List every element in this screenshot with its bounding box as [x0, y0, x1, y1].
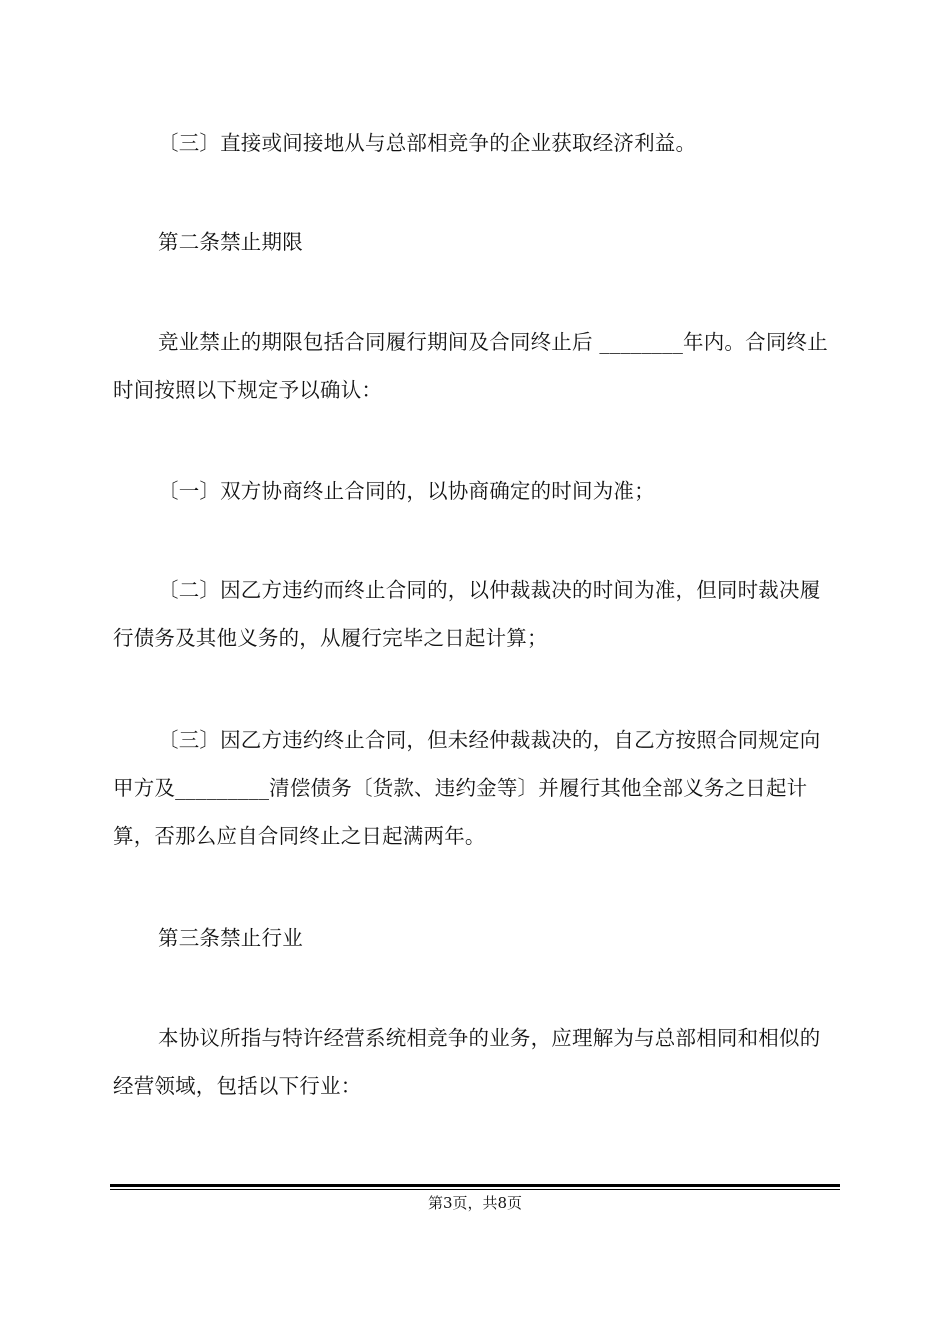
paragraph-item-1-mutual-termination: 〔一〕双方协商终止合同的，以协商确定的时间为准； — [158, 479, 655, 503]
page-number-footer: 第3页，共8页 — [427, 1194, 523, 1212]
footer-divider-thin — [110, 1189, 840, 1190]
paragraph-item-3-no-arbitration: 〔三〕因乙方违约终止合同，但未经仲裁裁决的，自乙方按照合同规定向甲方及_________清偿债务〔货款、违约金等〕并履行其他全部义务之日起计算，否那么应自合同终止之日起满两年。 — [113, 728, 821, 848]
footer-divider-thick — [110, 1184, 840, 1187]
paragraph-period-definition: 竞业禁止的期限包括合同履行期间及合同终止后 ________年内。合同终止时间按照以下规定予以确认： — [113, 330, 828, 402]
paragraph-competing-business: 本协议所指与特许经营系统相竞争的业务，应理解为与总部相同和相似的经营领域，包括以下行业： — [113, 1026, 821, 1098]
paragraph-item-3-economic-benefit: 〔三〕直接或间接地从与总部相竞争的企业获取经济利益。 — [158, 131, 697, 155]
heading-article-3-industry: 第三条禁止行业 — [158, 926, 303, 950]
heading-article-2-period: 第二条禁止期限 — [158, 230, 303, 254]
paragraph-item-2-arbitration: 〔二〕因乙方违约而终止合同的，以仲裁裁决的时间为准，但同时裁决履行债务及其他义务的，从履行完毕之日起计算； — [113, 578, 821, 650]
